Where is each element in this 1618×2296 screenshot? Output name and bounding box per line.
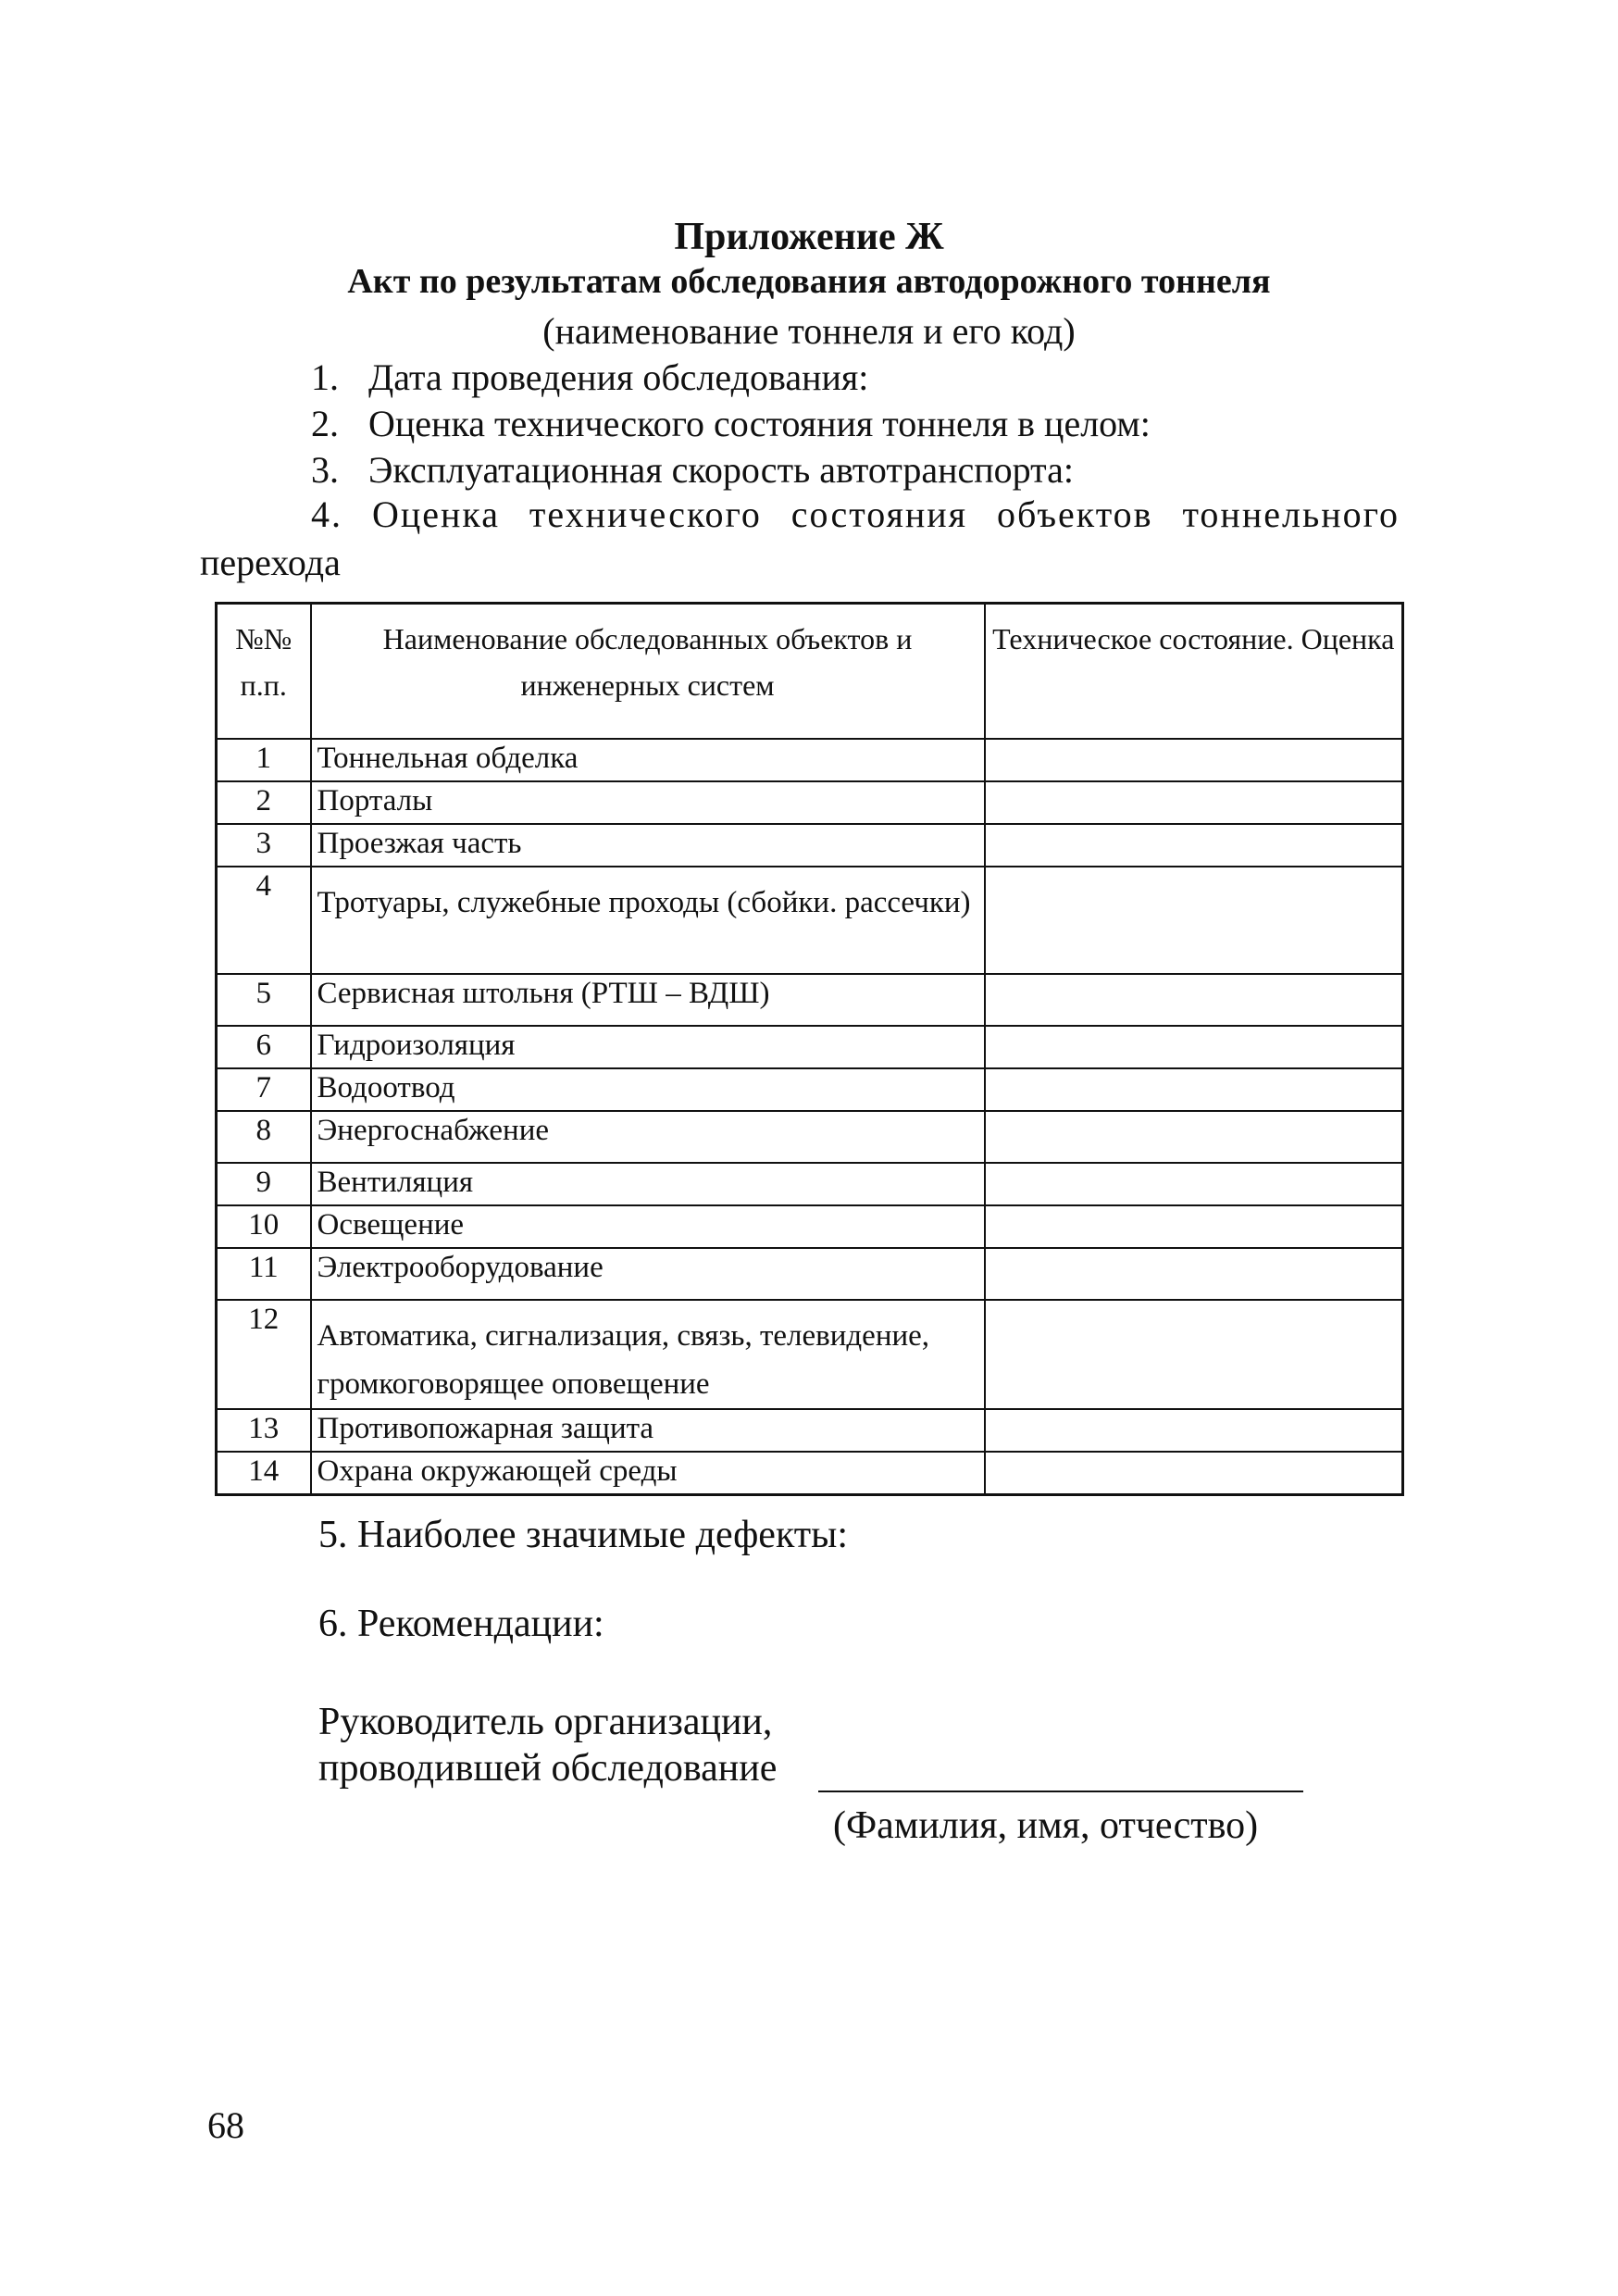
- row-num: 2: [217, 781, 311, 824]
- table-row: [217, 1409, 1403, 1452]
- item-speed: [311, 448, 1074, 492]
- table-row: [217, 1248, 1403, 1300]
- table-row: [217, 1068, 1403, 1111]
- row-name: Энергоснабжение: [311, 1111, 985, 1163]
- row-state: [985, 1300, 1403, 1409]
- table-row: [217, 1452, 1403, 1495]
- row-state: [985, 1409, 1403, 1452]
- row-num: 3: [217, 824, 311, 867]
- row-name: Тоннельная обделка: [311, 739, 985, 781]
- header-name: Наименование обследованных объектов и инженерных систем: [311, 604, 985, 740]
- item-text: Оценка технического состояния объектов тоннельного: [371, 493, 1400, 535]
- section-defects: 5. Наиболее значимые дефекты:: [318, 1514, 849, 1556]
- row-num: 11: [217, 1248, 311, 1300]
- appendix-title: Приложение Ж: [674, 216, 944, 258]
- row-name: Противопожарная защита: [311, 1409, 985, 1452]
- row-state: [985, 1026, 1403, 1068]
- row-num: 9: [217, 1163, 311, 1205]
- item-objects-state-continuation: перехода: [200, 542, 341, 583]
- header-num: №№ п.п.: [217, 604, 311, 740]
- item-date: [311, 356, 868, 399]
- table-header-row: [217, 604, 1403, 740]
- item-number: 1.: [311, 356, 339, 398]
- row-name: Гидроизоляция: [311, 1026, 985, 1068]
- row-name: Водоотвод: [311, 1068, 985, 1111]
- row-state: [985, 867, 1403, 974]
- row-state: [985, 1068, 1403, 1111]
- row-state: [985, 1452, 1403, 1495]
- row-state: [985, 1111, 1403, 1163]
- objects-table: [215, 602, 1404, 1496]
- table-row: [217, 1300, 1403, 1409]
- row-name: Проезжая часть: [311, 824, 985, 867]
- row-state: [985, 739, 1403, 781]
- tunnel-name-hint: (наименование тоннеля и его код): [542, 310, 1076, 352]
- signature-label-line1: Руководитель организации,: [318, 1701, 773, 1743]
- row-name: Освещение: [311, 1205, 985, 1248]
- row-state: [985, 781, 1403, 824]
- row-state: [985, 1205, 1403, 1248]
- row-num: 4: [217, 867, 311, 974]
- table-row: [217, 1026, 1403, 1068]
- row-num: 10: [217, 1205, 311, 1248]
- item-text: Дата проведения обследования:: [368, 356, 869, 398]
- row-num: 12: [217, 1300, 311, 1409]
- table-row: [217, 1205, 1403, 1248]
- table-row: [217, 1111, 1403, 1163]
- row-state: [985, 1248, 1403, 1300]
- item-text: Оценка технического состояния тоннеля в целом:: [368, 403, 1151, 444]
- act-title: Акт по результатам обследования автодорожного тоннеля: [347, 262, 1271, 301]
- signature-caption: (Фамилия, имя, отчество): [833, 1804, 1259, 1847]
- row-state: [985, 824, 1403, 867]
- item-number: 2.: [311, 403, 339, 444]
- row-num: 8: [217, 1111, 311, 1163]
- row-name: Охрана окружающей среды: [311, 1452, 985, 1495]
- header-state: Техническое состояние. Оценка: [985, 604, 1403, 740]
- item-number: 4.: [311, 493, 342, 535]
- row-num: 1: [217, 739, 311, 781]
- row-name: Электрооборудование: [311, 1248, 985, 1300]
- table-row: [217, 739, 1403, 781]
- signature-label-line2: проводившей обследование: [318, 1747, 778, 1790]
- table-row: [217, 974, 1403, 1026]
- table-row: [217, 867, 1403, 974]
- signature-line: [818, 1791, 1303, 1792]
- row-num: 6: [217, 1026, 311, 1068]
- row-num: 7: [217, 1068, 311, 1111]
- row-num: 14: [217, 1452, 311, 1495]
- item-text: Эксплуатационная скорость автотранспорта:: [368, 449, 1074, 491]
- page-number: 68: [207, 2104, 244, 2146]
- item-objects-state: [311, 493, 1400, 536]
- row-state: [985, 974, 1403, 1026]
- table-row: [217, 781, 1403, 824]
- row-name: Порталы: [311, 781, 985, 824]
- item-number: 3.: [311, 449, 339, 491]
- row-name: Тротуары, служебные проходы (сбойки. рассечки): [311, 867, 985, 974]
- row-name: Сервисная штольня (РТШ – ВДШ): [311, 974, 985, 1026]
- item-overall-state: [311, 402, 1151, 445]
- table-row: [217, 1163, 1403, 1205]
- row-num: 5: [217, 974, 311, 1026]
- row-name: Автоматика, сигнализация, связь, телевидение, громкоговорящее оповещение: [311, 1300, 985, 1409]
- row-name: Вентиляция: [311, 1163, 985, 1205]
- row-num: 13: [217, 1409, 311, 1452]
- table-row: [217, 824, 1403, 867]
- section-recommendations: 6. Рекомендации:: [318, 1603, 604, 1645]
- row-state: [985, 1163, 1403, 1205]
